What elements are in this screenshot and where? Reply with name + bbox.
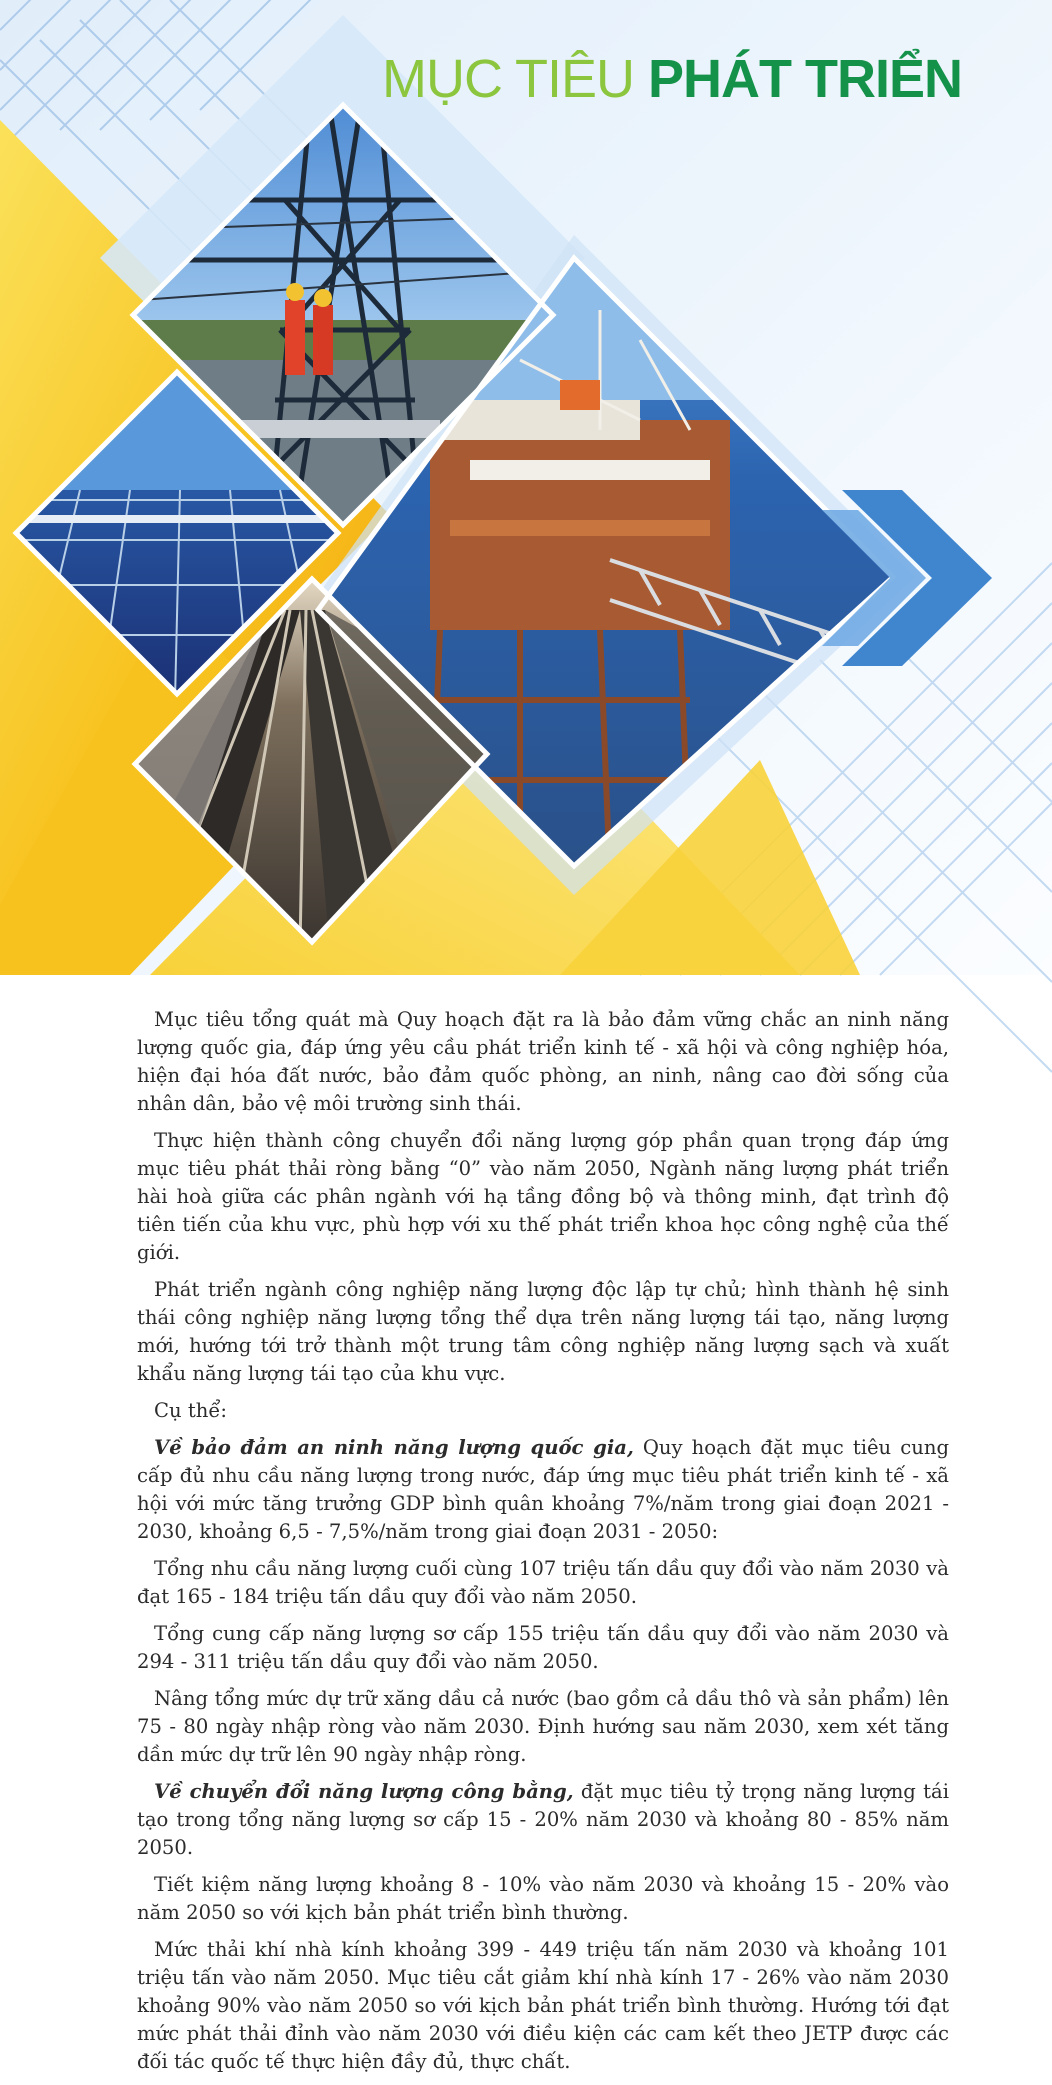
hero-graphic <box>0 0 1052 975</box>
article-body <box>137 1006 949 2085</box>
hero-collage <box>0 0 1052 975</box>
paragraph: Về chuyển đổi năng lượng công bằng, đặt mục tiêu tỷ trọng năng lượng tái tạo trong tổng năng lượng sơ cấp 15 - 20% năm 2030 và khoảng 80 - 85% năm 2050. <box>137 1780 949 1859</box>
paragraph: Cụ thể: <box>154 1399 227 1422</box>
paragraph: Mức thải khí nhà kính khoảng 399 - 449 triệu tấn năm 2030 và khoảng 101 triệu tấn vào năm 2050. Mục tiêu cắt giảm khí nhà kính 17 - 26% vào năm 2030 khoảng 90% vào năm 2050 so với kịch bản phát triển bình thường. Hướng tới đạt mức phát thải đỉnh vào năm 2030 với điều kiện các cam kết theo JETP được các đối tác quốc tế thực hiện đầy đủ, thực chất. <box>137 1938 949 2073</box>
paragraph: Mục tiêu tổng quát mà Quy hoạch đặt ra là bảo đảm vững chắc an ninh năng lượng quốc gia, đáp ứng yêu cầu phát triển kinh tế - xã hội và công nghiệp hóa, hiện đại hóa đất nước, bảo đảm quốc phòng, an ninh, nâng cao đời sống của nhân dân, bảo vệ môi trường sinh thái. <box>137 1008 949 1115</box>
title-part-2: PHÁT TRIỂN <box>648 49 962 109</box>
paragraph: Tổng nhu cầu năng lượng cuối cùng 107 triệu tấn dầu quy đổi vào năm 2030 và đạt 165 - 184 triệu tấn dầu quy đổi vào năm 2050. <box>137 1557 949 1608</box>
paragraph: Tổng cung cấp năng lượng sơ cấp 155 triệu tấn dầu quy đổi vào năm 2030 và 294 - 311 triệu tấn dầu quy đổi vào năm 2050. <box>137 1622 949 1673</box>
title-part-1: MỤC TIÊU <box>381 49 634 109</box>
paragraph: Thực hiện thành công chuyển đổi năng lượng góp phần quan trọng đáp ứng mục tiêu phát thải ròng bằng “0” vào năm 2050, Ngành năng lượng phát triển hài hoà giữa các phân ngành với hạ tầng đồng bộ và thông minh, đạt trình độ tiên tiến của khu vực, phù hợp với xu thế phát triển khoa học công nghệ của thế giới. <box>137 1129 949 1264</box>
paragraph: Phát triển ngành công nghiệp năng lượng độc lập tự chủ; hình thành hệ sinh thái công nghiệp năng lượng tổng thể dựa trên năng lượng tái tạo, năng lượng mới, hướng tới trở thành một trung tâm công nghiệp năng lượng sạch và xuất khẩu năng lượng tái tạo của khu vực. <box>137 1278 949 1385</box>
paragraph: Nâng tổng mức dự trữ xăng dầu cả nước (bao gồm cả dầu thô và sản phẩm) lên 75 - 80 ngày nhập ròng vào năm 2030. Định hướng sau năm 2030, xem xét tăng dần mức dự trữ lên 90 ngày nhập ròng. <box>137 1687 949 1766</box>
page-title <box>382 48 962 110</box>
paragraph-lead: Về chuyển đổi năng lượng công bằng, <box>154 1780 574 1803</box>
paragraph: Về bảo đảm an ninh năng lượng quốc gia, Quy hoạch đặt mục tiêu cung cấp đủ nhu cầu năng lượng trong nước, đáp ứng mục tiêu phát triển kinh tế - xã hội với mức tăng trưởng GDP bình quân khoảng 7%/năm trong giai đoạn 2021 - 2030, khoảng 6,5 - 7,5%/năm trong giai đoạn 2031 - 2050: <box>137 1436 949 1543</box>
paragraph: Tiết kiệm năng lượng khoảng 8 - 10% vào năm 2030 và khoảng 15 - 20% vào năm 2050 so với kịch bản phát triển bình thường. <box>137 1873 949 1924</box>
paragraph-lead: Về bảo đảm an ninh năng lượng quốc gia, <box>154 1436 634 1459</box>
